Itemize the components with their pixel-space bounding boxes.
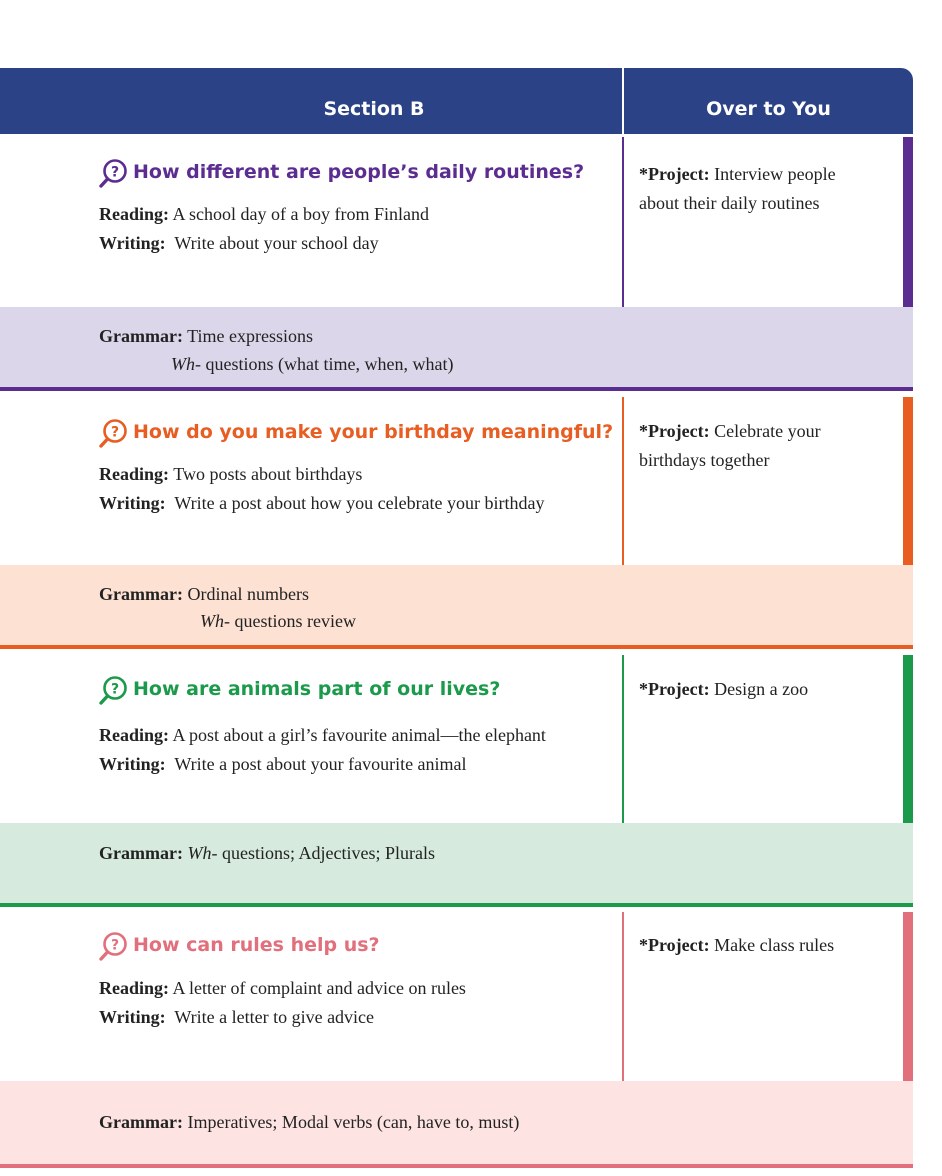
- project-text: [639, 675, 879, 704]
- grammar-italic: Wh-: [171, 354, 201, 374]
- question-text: How do you make your birthday meaningful?: [133, 421, 614, 443]
- reading-text: Two posts about birthdays: [173, 464, 363, 484]
- grammar-text-1: Time expressions: [187, 326, 313, 346]
- writing-line: [99, 752, 467, 776]
- svg-text:?: ?: [110, 164, 120, 181]
- writing-line: [99, 231, 379, 255]
- question-magnifier-icon: [98, 158, 128, 188]
- grammar-text-1: Imperatives; Modal verbs (can, have to, must): [187, 1112, 520, 1132]
- unit-1: [0, 137, 913, 391]
- project-description: Celebrate your birthdays together: [639, 421, 821, 470]
- column-divider: [622, 397, 624, 565]
- grammar-label: Grammar:: [99, 326, 183, 346]
- grammar-line-1: [99, 582, 309, 606]
- reading-line: [99, 723, 546, 747]
- reading-text: A letter of complaint and advice on rules: [172, 978, 466, 998]
- unit-bottom-line: [0, 1164, 913, 1168]
- writing-label: Writing:: [99, 1007, 166, 1027]
- writing-label: Writing:: [99, 493, 166, 513]
- project-description: Make class rules: [714, 935, 835, 955]
- project-label: *Project:: [639, 935, 710, 955]
- writing-line: [99, 491, 545, 515]
- project-label: *Project:: [639, 421, 710, 441]
- writing-label: Writing:: [99, 233, 166, 253]
- header-over-to-you: Over to You: [706, 98, 831, 120]
- writing-line: [99, 1005, 374, 1029]
- svg-text:?: ?: [110, 681, 120, 698]
- reading-text: A post about a girl’s favourite animal—the elephant: [172, 725, 546, 745]
- question-magnifier-icon: [98, 675, 128, 705]
- project-text: [639, 931, 879, 960]
- reading-line: [99, 976, 466, 1000]
- column-divider: [622, 655, 624, 823]
- unit-2: [0, 397, 913, 649]
- reading-line: [99, 462, 362, 486]
- unit-bottom-line: [0, 387, 913, 391]
- svg-text:?: ?: [110, 937, 120, 954]
- grammar-label: Grammar:: [99, 843, 183, 863]
- grammar-line-2: [171, 352, 453, 376]
- question-magnifier-icon: [98, 418, 128, 448]
- reading-label: Reading:: [99, 204, 170, 224]
- grammar-text-1: Ordinal numbers: [187, 584, 309, 604]
- project-description: Interview people about their daily routines: [639, 164, 836, 213]
- grammar-text-2: questions review: [230, 611, 356, 631]
- writing-text: Write a letter to give advice: [174, 1007, 375, 1027]
- writing-text: Write about your school day: [174, 233, 379, 253]
- project-text: [639, 160, 879, 218]
- column-divider: [622, 137, 624, 307]
- question-text: How can rules help us?: [133, 934, 380, 956]
- writing-text: Write a post about how you celebrate your birthday: [174, 493, 545, 513]
- question-text: How different are people’s daily routines?: [133, 161, 585, 183]
- reading-label: Reading:: [99, 464, 170, 484]
- project-text: [639, 417, 879, 475]
- unit-bottom-line: [0, 645, 913, 649]
- grammar-label: Grammar:: [99, 1112, 183, 1132]
- unit-bottom-line: [0, 903, 913, 907]
- reading-text: A school day of a boy from Finland: [172, 204, 429, 224]
- question-magnifier-icon: [98, 931, 128, 961]
- grammar-line-2: [200, 609, 356, 633]
- question-text: How are animals part of our lives?: [133, 678, 501, 700]
- reading-label: Reading:: [99, 978, 170, 998]
- table-header: [0, 68, 913, 134]
- column-divider: [622, 912, 624, 1081]
- svg-text:?: ?: [110, 424, 120, 441]
- writing-text: Write a post about your favourite animal: [174, 754, 467, 774]
- project-label: *Project:: [639, 164, 710, 184]
- reading-line: [99, 202, 429, 226]
- grammar-text-2: questions (what time, when, what): [201, 354, 454, 374]
- grammar-line-1: [99, 1110, 519, 1134]
- project-label: *Project:: [639, 679, 710, 699]
- unit-3: [0, 655, 913, 907]
- grammar-label: Grammar:: [99, 584, 183, 604]
- grammar-text-1: questions; Adjectives; Plurals: [217, 843, 435, 863]
- reading-label: Reading:: [99, 725, 170, 745]
- project-description: Design a zoo: [714, 679, 809, 699]
- grammar-line-1: [99, 324, 313, 348]
- writing-label: Writing:: [99, 754, 166, 774]
- grammar-line-1: [99, 841, 435, 865]
- unit-4: [0, 912, 913, 1168]
- header-section-b: Section B: [323, 98, 425, 120]
- grammar-italic: Wh-: [187, 843, 218, 863]
- grammar-italic: Wh-: [200, 611, 230, 631]
